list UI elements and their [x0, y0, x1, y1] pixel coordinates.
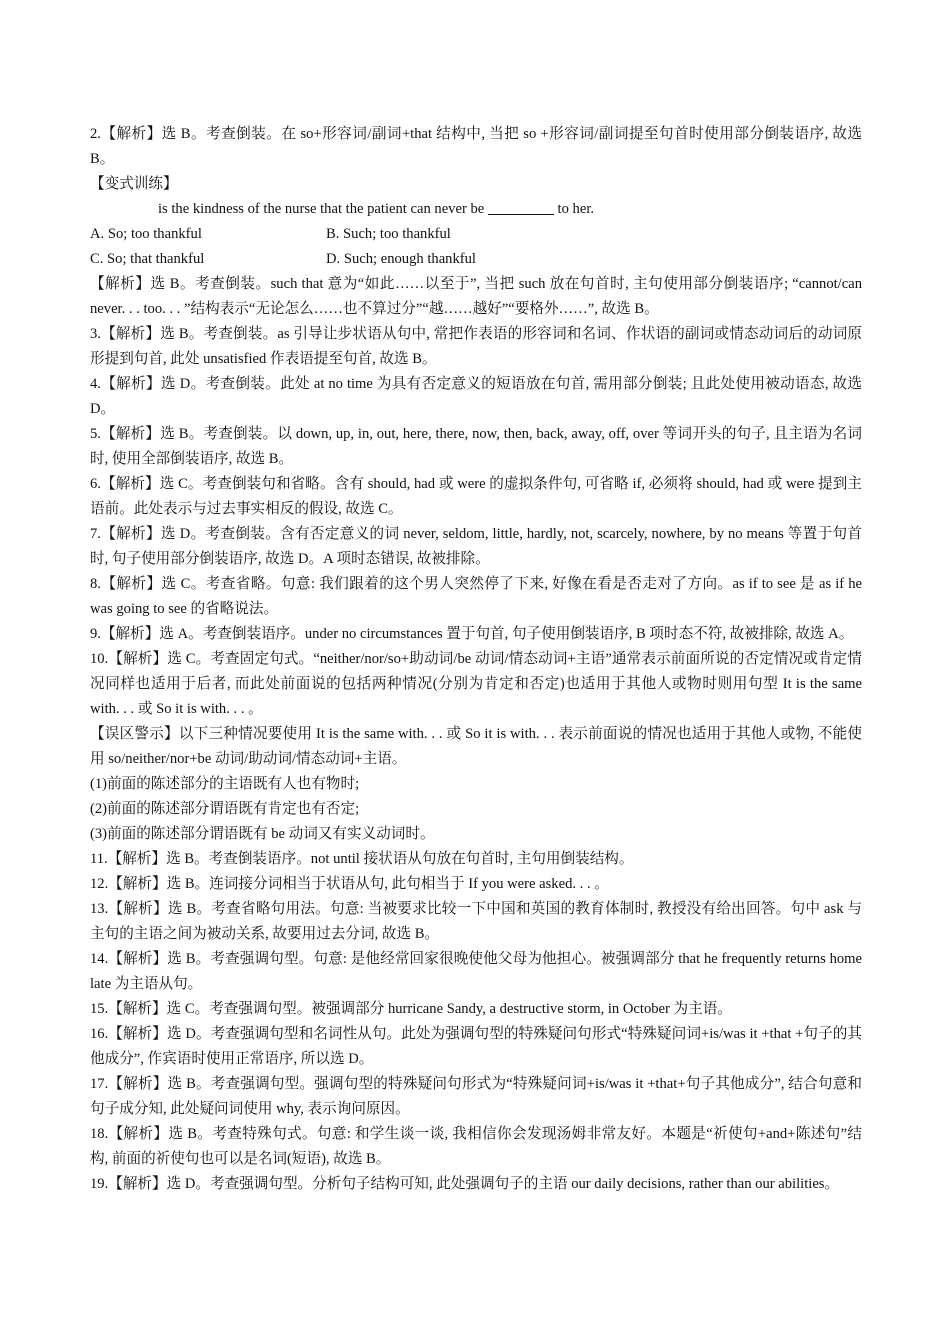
stem-after: to her.: [557, 201, 595, 217]
answer-item-2: 2.【解析】选 B。考查倒装。在 so+形容词/副词+that 结构中, 当把 so +形容词/副词提至句首时使用部分倒装语序, 故选 B。: [90, 126, 862, 167]
answer-item-3: 3.【解析】选 B。考查倒装。as 引导让步状语从句中, 常把作表语的形容词和名词、作状语的副词或情态动词后的动词原形提到句首, 此处 unsatisfied 作表语提至句首, 故选 B。: [90, 326, 862, 367]
answer-item-12: 12.【解析】选 B。连词接分词相当于状语从句, 此句相当于 If you were asked. . . 。: [90, 876, 609, 892]
answer-item-14: 14.【解析】选 B。考查强调句型。句意: 是他经常回家很晚使他父母为他担心。被强调部分 that he frequently returns home late 为主语从句。: [90, 951, 862, 992]
answer-item-6: 6.【解析】选 C。考查倒装句和省略。含有 should, had 或 were 的虚拟条件句, 可省略 if, 必须将 should, had 或 were 提到主语前。此处表示与过去事实相反的假设, 故选 C。: [90, 476, 862, 517]
option-row-2: [90, 247, 862, 272]
option-b: B. Such; too thankful: [326, 226, 451, 242]
variant-analysis: 【解析】选 B。考查倒装。such that 意为“如此……以至于”, 当把 such 放在句首时, 主句使用部分倒装语序; “cannot/can never. . . too. . . ”结构表示“无论怎么……也不算过分”“越……越好”“要格外……”, 故选 B。: [90, 276, 862, 317]
answer-item-5: 5.【解析】选 B。考查倒装。以 down, up, in, out, here, there, now, then, back, away, off, over 等词开头的句子, 且主语为名词时, 使用全部倒装语序, 故选 B。: [90, 426, 862, 467]
answer-item-7: 7.【解析】选 D。考查倒装。含有否定意义的词 never, seldom, little, hardly, not, scarcely, nowhere, by no means 等置于句首时, 句子使用部分倒装语序, 故选 D。A 项时态错误, 故被排除。: [90, 526, 862, 567]
mistake-warning: 【误区警示】以下三种情况要使用 It is the same with. . . 或 So it is with. . . 表示前面说的情况也适用于其他人或物, 不能使用 so/neither/nor+be 动词/助动词/情态动词+主语。: [90, 726, 862, 767]
warning-point-2: (2)前面的陈述部分谓语既有肯定也有否定;: [90, 801, 360, 817]
option-row-1: [90, 222, 862, 247]
answer-item-16: 16.【解析】选 D。考查强调句型和名词性从句。此处为强调句型的特殊疑问句形式“特殊疑问词+is/was it +that +句子的其他成分”, 作宾语时使用正常语序, 所以选 D。: [90, 1026, 862, 1067]
answer-item-10: 10.【解析】选 C。考查固定句式。“neither/nor/so+助动词/be 动词/情态动词+主语”通常表示前面所说的否定情况或肯定情况同样也适用于后者, 而此处前面说的包括两种情况(分别为肯定和否定)也适用于其他人或物时则用句型 It is the same with. . . 或 So it is with. . . 。: [90, 651, 862, 717]
variant-question-stem: [90, 197, 862, 222]
answer-item-19: 19.【解析】选 D。考查强调句型。分析句子结构可知, 此处强调句子的主语 our daily decisions, rather than our abilities。: [90, 1176, 840, 1192]
answer-item-8: 8.【解析】选 C。考查省略。句意: 我们跟着的这个男人突然停了下来, 好像在看是否走对了方向。as if to see 是 as if he was going to see 的省略说法。: [90, 576, 862, 617]
answer-item-4: 4.【解析】选 D。考查倒装。此处 at no time 为具有否定意义的短语放在句首, 需用部分倒装; 且此处使用被动语态, 故选 D。: [90, 376, 862, 417]
warning-point-1: (1)前面的陈述部分的主语既有人也有物时;: [90, 776, 360, 792]
answer-item-11: 11.【解析】选 B。考查倒装语序。not until 接状语从句放在句首时, 主句用倒装结构。: [90, 851, 634, 867]
variant-training-title: 【变式训练】: [90, 176, 178, 192]
answer-item-15: 15.【解析】选 C。考查强调句型。被强调部分 hurricane Sandy, a destructive storm, in October 为主语。: [90, 1001, 732, 1017]
answer-blank: [488, 200, 554, 215]
warning-point-3: (3)前面的陈述部分谓语既有 be 动词又有实义动词时。: [90, 826, 435, 842]
stem-before: is the kindness of the nurse that the patient can never be: [158, 201, 485, 217]
option-d: D. Such; enough thankful: [326, 251, 476, 267]
answer-document: [90, 122, 862, 1197]
option-c: C. So; that thankful: [90, 251, 205, 267]
answer-item-17: 17.【解析】选 B。考查强调句型。强调句型的特殊疑问句形式为“特殊疑问词+is/was it +that+句子其他成分”, 结合句意和句子成分知, 此处疑问词使用 why, 表示询问原因。: [90, 1076, 862, 1117]
answer-item-18: 18.【解析】选 B。考查特殊句式。句意: 和学生谈一谈, 我相信你会发现汤姆非常友好。本题是“祈使句+and+陈述句”结构, 前面的祈使句也可以是名词(短语), 故选 B。: [90, 1126, 862, 1167]
answer-item-13: 13.【解析】选 B。考查省略句用法。句意: 当被要求比较一下中国和英国的教育体制时, 教授没有给出回答。句中 ask 与主句的主语之间为被动关系, 故要用过去分词, 故选 B。: [90, 901, 862, 942]
option-a: A. So; too thankful: [90, 226, 202, 242]
answer-item-9: 9.【解析】选 A。考查倒装语序。under no circumstances 置于句首, 句子使用倒装语序, B 项时态不符, 故被排除, 故选 A。: [90, 626, 854, 642]
